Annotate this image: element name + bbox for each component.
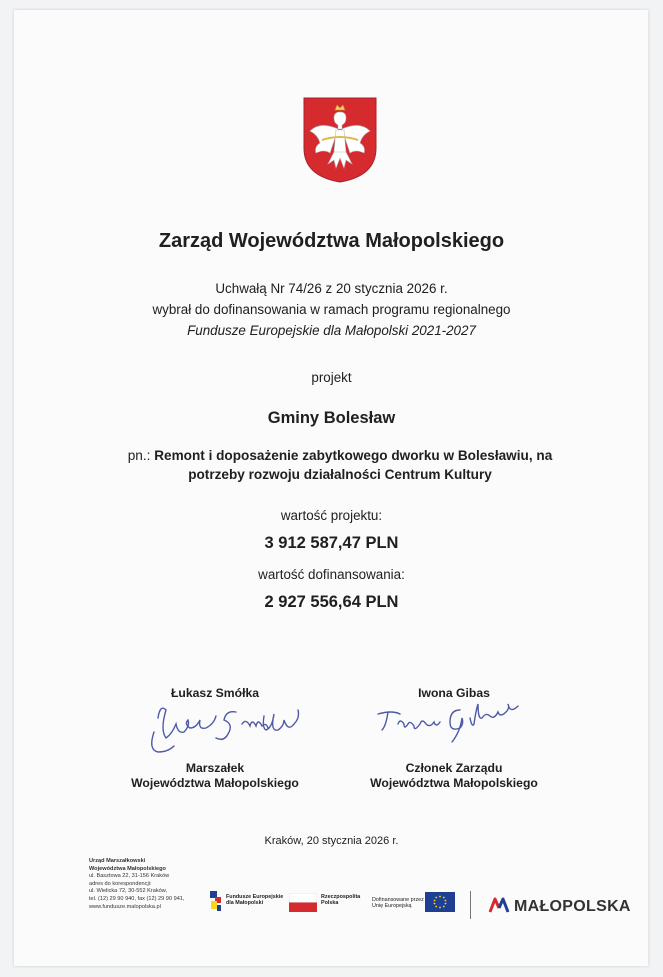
project-name-prefix: pn.: <box>127 448 151 463</box>
address-line: ul. Basztowa 22, 31-156 Kraków <box>89 873 170 880</box>
cofinancing-label: wartość dofinansowania: <box>258 567 405 582</box>
address-line: Urząd Marszałkowski <box>89 858 146 864</box>
eu-logo-text: Dofinansowane przez Unię Europejską <box>372 897 424 910</box>
signatory-name: Łukasz Smółka <box>170 686 260 700</box>
signatory-role-org: Województwa Małopolskiego <box>131 776 299 790</box>
beneficiary-name: Gminy Bolesław <box>267 409 396 427</box>
program-name: Fundusze Europejskie dla Małopolski 2021-2027 <box>187 323 476 338</box>
signatory-name: Iwona Gibas <box>418 686 490 700</box>
resolution-description: wybrał do dofinansowania w ramach programu regionalnego <box>152 302 511 317</box>
signatory-role-org: Województwa Małopolskiego <box>370 776 538 790</box>
cofinancing-value: 2 927 556,64 PLN <box>264 593 399 611</box>
address-line: Województwa Małopolskiego <box>89 865 166 872</box>
project-name-text: Remont i doposażenie zabytkowego dworku w Bolesławiu, na potrzeby rozwoju działalności Centrum Kultury <box>154 448 553 482</box>
fe-logo-icon <box>209 889 223 913</box>
resolution-line: Uchwałą Nr 74/26 z 20 stycznia 2026 r. <box>215 281 448 296</box>
address-line: www.fundusze.malopolska.pl <box>89 903 161 910</box>
malopolska-logo-text: MAŁOPOLSKA <box>514 898 631 915</box>
address-line: ul. Wielicka 72, 30-552 Kraków, <box>89 888 168 895</box>
address-line: tel. (12) 29 90 940, fax (12) 29 90 941, <box>89 895 185 902</box>
handwritten-signature-board-member <box>372 700 532 748</box>
project-label: projekt <box>311 370 352 385</box>
logo-separator <box>470 891 471 919</box>
issue-date: Kraków, 20 stycznia 2026 r. <box>264 835 399 847</box>
project-value-label: wartość projektu: <box>280 508 383 523</box>
eu-flag-icon <box>425 892 455 912</box>
signatory-role: Marszałek <box>185 761 245 775</box>
signatory-role: Członek Zarządu <box>405 761 503 775</box>
malopolska-logo-icon <box>488 896 510 914</box>
office-address <box>89 858 184 911</box>
page-title: Zarząd Województwa Małopolskiego <box>158 230 505 252</box>
handwritten-signature-marshal <box>140 694 330 756</box>
rp-logo-text: Rzeczpospolita Polska <box>321 894 361 907</box>
address-line: adres do korespondencji: <box>89 880 152 887</box>
fe-logo-text: Fundusze Europejskie dla Małopolski <box>226 894 284 907</box>
coat-of-arms-icon <box>302 96 378 184</box>
project-name <box>120 446 560 484</box>
project-value: 3 912 587,47 PLN <box>264 534 399 552</box>
polish-flag-icon <box>289 893 317 912</box>
